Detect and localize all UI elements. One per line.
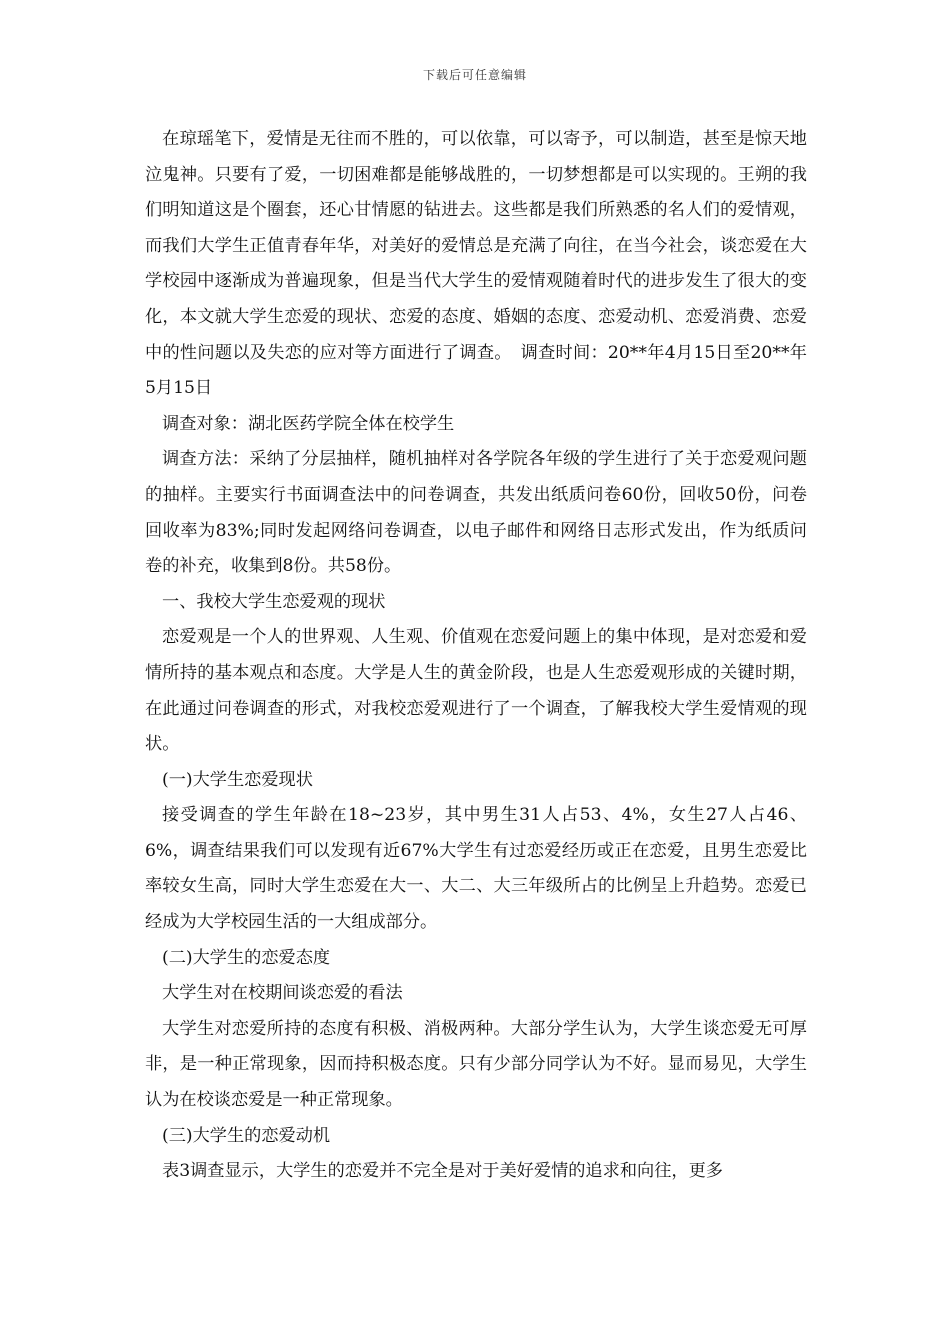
paragraph-love-view: 恋爱观是一个人的世界观、人生观、价值观在恋爱问题上的集中体现，是对恋爱和爱情所持的基本观点和态度。大学是人生的黄金阶段，也是人生恋爱观形成的关键时期，在此通过问卷调查的形式，对我校恋爱观进行了一个调查，了解我校大学生爱情观的现状。 bbox=[145, 627, 807, 755]
paragraph-love-attitude: 大学生对恋爱所持的态度有积极、消极两种。大部分学生认为，大学生谈恋爱无可厚非，是一种正常现象，因而持积极态度。只有少部分同学认为不好。显而易见，大学生认为在校谈恋爱是一种正常现象。 bbox=[145, 1018, 807, 1111]
page-header: 下载后可任意编辑 bbox=[422, 68, 527, 82]
subsection-heading-3: (三)大学生的恋爱动机 bbox=[162, 1125, 331, 1146]
subsection-subheading: 大学生对在校期间谈恋爱的看法 bbox=[162, 983, 403, 1004]
paragraph-survey-subject: 调查对象：湖北医药学院全体在校学生 bbox=[162, 413, 455, 434]
subsection-heading-1: (一)大学生恋爱现状 bbox=[162, 769, 313, 790]
document-body bbox=[145, 122, 807, 1190]
paragraph-love-motive: 表3调查显示，大学生的恋爱并不完全是对于美好爱情的追求和向往，更多 bbox=[162, 1161, 723, 1182]
paragraph-love-status: 接受调查的学生年龄在18~23岁，其中男生31人占53、4%，女生27人占46、6%，调查结果我们可以发现有近67%大学生有过恋爱经历或正在恋爱，且男生恋爱比率较女生高，同时大学生恋爱在大一、大二、大三年级所占的比例呈上升趋势。恋爱已经成为大学校园生活的一大组成部分。 bbox=[145, 805, 807, 933]
subsection-heading-2: (二)大学生的恋爱态度 bbox=[162, 947, 331, 968]
paragraph-intro: 在琼瑶笔下，爱情是无往而不胜的，可以依靠，可以寄予，可以制造，甚至是惊天地泣鬼神。只要有了爱，一切困难都是能够战胜的，一切梦想都是可以实现的。王朔的我们明知道这是个圈套，还心甘情愿的钻进去。这些都是我们所熟悉的名人们的爱情观，而我们大学生正值青春年华，对美好的爱情总是充满了向往，在当今社会，谈恋爱在大学校园中逐渐成为普遍现象，但是当代大学生的爱情观随着时代的进步发生了很大的变化，本文就大学生恋爱的现状、恋爱的态度、婚姻的态度、恋爱动机、恋爱消费、恋爱中的性问题以及失恋的应对等方面进行了调查。 调查时间：20**年4月15日至20**年5月15日 bbox=[145, 129, 807, 399]
section-heading-1: 一、我校大学生恋爱观的现状 bbox=[162, 591, 386, 612]
paragraph-survey-method: 调查方法：采纳了分层抽样，随机抽样对各学院各年级的学生进行了关于恋爱观问题的抽样。主要实行书面调查法中的问卷调查，共发出纸质问卷60份，回收50份，问卷回收率为83%;同时发起网络问卷调查，以电子邮件和网络日志形式发出，作为纸质问卷的补充，收集到8份。共58份。 bbox=[145, 449, 807, 577]
